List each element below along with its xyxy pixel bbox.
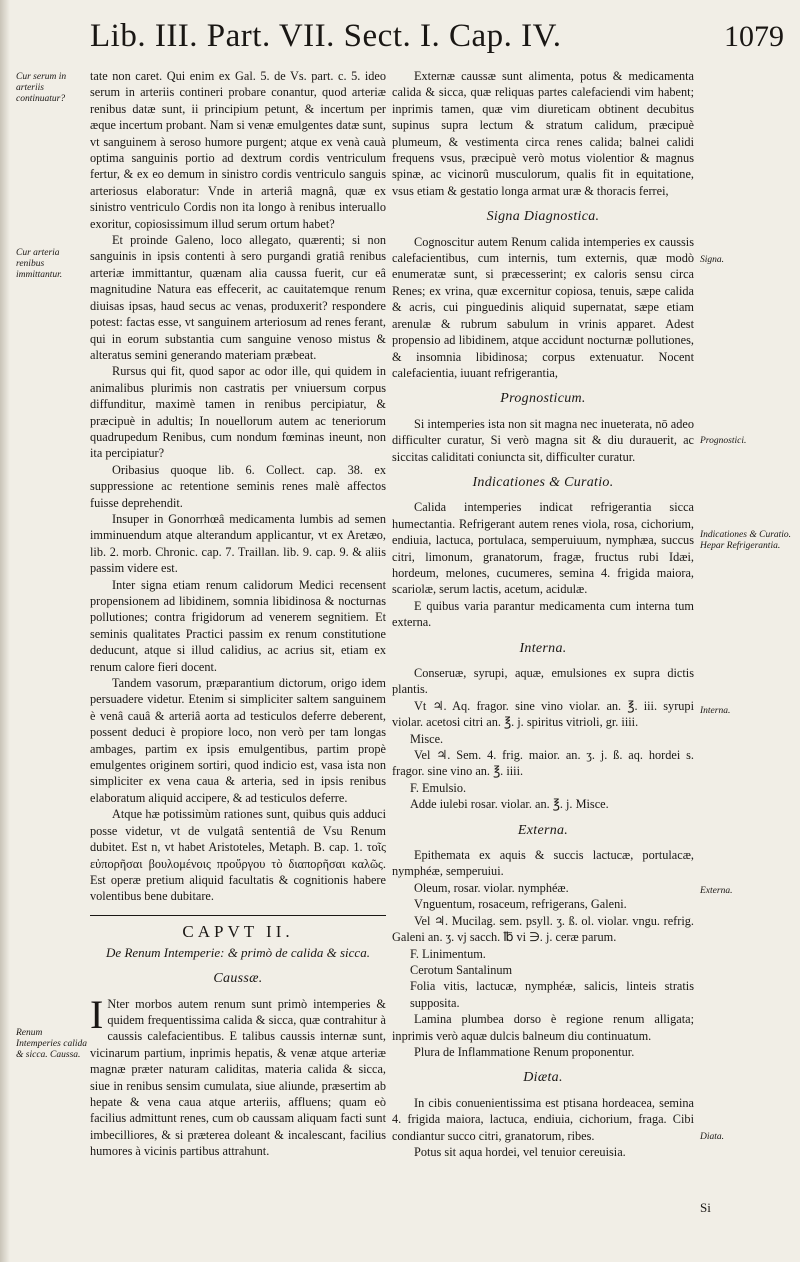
chapter-subtitle: De Renum Intemperie: & primò de calida & sicca. <box>106 945 370 961</box>
paragraph: Potus sit aqua hordei, vel tenuior cereuisia. <box>414 1144 626 1159</box>
margin-note-left-1: Cur serum in arteriis continuatur? <box>16 72 67 104</box>
section-heading-interna: Interna. <box>519 640 567 656</box>
recipe-line: Adde iulebi rosar. violar. an. ℥. j. Misce. <box>410 797 609 812</box>
recipe-line: Vel ♃. Sem. 4. frig. maior. an. ʒ. j. ß. aq. hordei s. fragor. sine vino an. ℥. iiii. <box>392 748 694 779</box>
recipe-line: Cerotum Santalinum <box>410 962 513 977</box>
section-heading-caussae: Caussæ. <box>213 971 263 987</box>
section-heading-indicationes: Indicationes & Curatio. <box>472 474 614 490</box>
section-heading-externa: Externa. <box>517 822 569 838</box>
chapter-opening-paragraph <box>90 991 386 1160</box>
paragraph: In cibis conuenientissima est ptisana hordeacea, semina 4. frigida maiora, lactuca, endiuia, cichorium, fraga. Cibi condiantur succo citri, granatorum, ribes. <box>392 1095 694 1143</box>
paragraph: Externæ caussæ sunt alimenta, potus & medicamenta calida & sicca, quæ reliquas partes calefaciendi vim habent; inprimis tamen, quæ vim diureticam obtinent decubitus supinus supra lectum & stratum calidum, præcipuè plumeum, & vestimenta circa renes calida; balnei calidi frequens vsus, præcipuè verò motus violentior & magnus spinæ, ac vicinorû musculorum, qualis fit in equitatione, vsus etiam & gestatio longa armat uræ & thoracis ferrei, <box>392 69 694 198</box>
margin-note-left-3: Renum Intemperies calida & sicca. Caussa. <box>16 1028 87 1060</box>
running-title: Lib. III. Part. VII. Sect. I. Cap. IV. <box>90 18 562 54</box>
section-heading-signa: Signa Diagnostica. <box>486 209 600 225</box>
paragraph: Insuper in Gonorrhœâ medicamenta lumbis ad semen imminuendum atque alterandum applicantur, vt ex Aretæo, lib. 2. morb. Chronic. cap. 7. Traillan. lib. 9. cap. 9. & aliis passim videre est. <box>90 511 386 576</box>
paragraph: E quibus varia parantur medicamenta cum interna tum externa. <box>392 598 694 630</box>
section-heading-prognosticum: Prognosticum. <box>500 391 586 407</box>
margin-note-right-prognostici: Prognostici. <box>700 436 747 446</box>
paragraph: Conseruæ, syrupi, aquæ, emulsiones ex supra dictis plantis. <box>392 666 694 697</box>
chapter-heading: CAPVT II. <box>182 921 294 941</box>
margin-note-right-interna: Interna. <box>700 706 731 716</box>
recipe-line: F. Emulsio. <box>410 780 467 795</box>
section-heading-diaeta: Diæta. <box>523 1070 563 1086</box>
recipe-line: Plura de Inflammatione Renum proponentur. <box>414 1044 635 1059</box>
paragraph: Rursus qui fit, quod sapor ac odor ille, qui quidem in animalibus plurimis non castratis per vniuersum corpus diffunditur, maximè tamen in renibus percipiatur, & præcipuè in adultis; In nouellorum autem ac teneriorum quadrupedum Renibus, cum nondum fœminas ineunt, non ita percipiatur? <box>90 364 386 461</box>
right-column <box>392 68 694 1160</box>
paragraph: Tandem vasorum, præparantium dictorum, origo idem persuadere videtur. Etenim si simpliciter saltem sanguinem è venâ cauâ & arteriâ aorta ad testiculos deferre deberent, possent deduci è propiore loco, non verò per tam longas ambages, partim ex ipsis emulgentibus, partim propè emulgentes originem sortiri, quod indicio est, vasa ista non simpliciter ex vena caua & arteria, sed in ipsis renibus elaboratum aliquid accipere, & ad testiculos deferre. <box>90 676 386 805</box>
recipe-line: Lamina plumbea dorso è regione renum alligata; inprimis verò aquæ dulcis balneum diu continuatum. <box>392 1012 694 1043</box>
paragraph: Calida intemperies indicat refrigerantia sicca humectantia. Refrigerant autem renes viola, rosa, cichorium, endiuia, lactuca, portulaca, semperuiuum, nymphæa, succus citri, limonum, granatorum, fragæ, fructus rubi Idæi, hordeum, melones, cucumeres, semina 4. frigida maiora, scariolæ, serum lactis, acetum, acidulæ. <box>392 500 694 597</box>
recipe-line: F. Linimentum. <box>410 946 486 961</box>
paragraph: Inter signa etiam renum calidorum Medici recensent propensionem ad libidinem, somnia libidinosa & nocturnas pollutiones; contra frigidorum ad venerem segnitiem. Et seminis qualitates Practici passim ex renum constitutione deducunt, atque si illud calidius, ac acrius sit, etiam ex renum calore fieri docent. <box>90 577 386 674</box>
margin-note-right-externa: Externa. <box>700 886 733 896</box>
chapter-divider <box>90 915 386 916</box>
paragraph: Epithemata ex aquis & succis lactucæ, portulacæ, nymphéæ, semperuiui. <box>392 848 694 879</box>
recipe-line: Oleum, rosar. violar. nymphéæ. <box>414 880 569 895</box>
recipe-line: Misce. <box>410 731 444 746</box>
paragraph: Oribasius quoque lib. 6. Collect. cap. 38. ex suppressione ac retentione seminis renes malè affectos fuisse deprehendit. <box>90 462 386 510</box>
recipe-line: Vt ♃. Aq. fragor. sine vino violar. an. ℥. iii. syrupi violar. acetosi citri an. ℥. j. spiritus vitrioli, gr. iiii. <box>392 698 694 730</box>
catchword: Si <box>700 1200 711 1215</box>
recipe-line: Vel ♃. Mucilag. sem. psyll. ʒ. ß. ol. violar. vngu. refrig. Galeni an. ʒ. vj sacch. ℔ vi ∋. j. ceræ parum. <box>392 913 694 945</box>
recipe-line: Folia vitis, lactucæ, nymphéæ, salicis, linteis stratis supposita. <box>410 979 694 1010</box>
margin-note-right-signa: Signa. <box>700 255 725 265</box>
chapter-opening-text: Nter morbos autem renum sunt primò intemperies & quidem frequentissima calida & sicca, quæ contrahitur à caussis calefacientibus. E talibus caussis internæ sunt, vicinarum partium, inprimis hepatis, & venæ atque arteriæ magnæ præter naturam caliditas, materia calida & sicca, siue in renibus sensim cumulata, siue aliunde, præsertim ab hepate & vena caua atque arteriis, affluens; quam eò facilius admittunt renes, cum ob caussam aliquam facti sunt imbecilliores, & si præterea doleant & incalescant, facilius humores à vicinis partibus attrahunt. <box>90 996 386 1159</box>
drop-cap: I <box>90 991 104 1037</box>
paragraph: Cognoscitur autem Renum calida intemperies ex caussis calefacientibus, cum internis, tum externis, quæ modò enumeratæ sunt, si præcesserint; ex caloris sensu circa Renes; ex vrina, quæ excernitur copiosa, tenuis, sæpe calida & acris, cui pinguedinis aliquid supernatat, sæpe etiam arenulæ & rubrum sabulum in vrinis apparet. Adest propensio ad libidinem, atque accidunt nocturnæ pollutiones, & insomnia libidinosa; corpus extenuatur. Nocent calefacientia, iuuant refrigerantia, <box>392 234 694 380</box>
left-column <box>90 68 386 1160</box>
paragraph: Atque hæ potissimùm rationes sunt, quibus quis adduci posse videtur, vt de vulgatâ sententiâ de Vsu Renum dubitet. Est n, vt habet Aristoteles, Metaph. B. cap. 1. τοῖς εὐπορῆσαι βουλομένοις προὔργου τὸ διαπορῆσαι καλῶς. Est operæ pretium aliquid facultatis & cognitionis habere volentibus bene dubitare. <box>90 807 386 904</box>
paragraph: Si intemperies ista non sit magna nec inueterata, nō adeo difficulter curatur, Si verò magna sit & diu durauerit, ac siccitas caliditati coniuncta sit, difficulter curatur. <box>392 416 694 464</box>
margin-note-left-2: Cur arteria renibus immittantur. <box>16 248 63 280</box>
margin-note-right-indicationes: Indicationes & Curatio. Hepar Refrigerantia. <box>700 530 792 551</box>
page-gutter-shadow <box>0 0 10 1262</box>
margin-note-right-diaeta: Diata. <box>700 1132 725 1142</box>
paragraph: Et proinde Galeno, loco allegato, quærenti; si non sanguinis in ipsis contenti à sero purgandi gratiâ renibus arteriæ immittantur, quænam alia caussa fuerit, cur eâ magnitudine Natura eas effecerit, ac cauitatemque renum diuisas ipsas, haud secus ac venas, produxerit? respondere potest: factas esse, vt sanguinem arteriosum ad renes ferant, qui in eorum substantia cum sanguine venoso mistus & alteratus semini generando materiam præbeat. <box>90 233 386 362</box>
recipe-line: Vnguentum, rosaceum, refrigerans, Galeni. <box>414 897 627 912</box>
running-header <box>90 18 790 68</box>
page-number: 1079 <box>724 20 784 53</box>
paragraph: tate non caret. Qui enim ex Gal. 5. de Vs. part. c. 5. ideo serum in arteriis contineri probare conantur, quod arteriæ renibus datæ sunt, ii principium petunt, & incertum per æque incertum probant. Nam si venæ emulgentes datæ sunt, vt sanguinem à seroso humore purgent; atque ex venà cauà optima sanguinis portio ad dextrum cordis ventriculum fertur, & ex eo demum in sinistro cordis ventriculo sanguis arteriosus elaboratur: Vnde in arteriâ magnâ, quæ ex sinistro ventriculo Cordis non ita longo à renibus interuallo exoritur, copiosissimum illud serum ortum habet? <box>90 69 386 231</box>
